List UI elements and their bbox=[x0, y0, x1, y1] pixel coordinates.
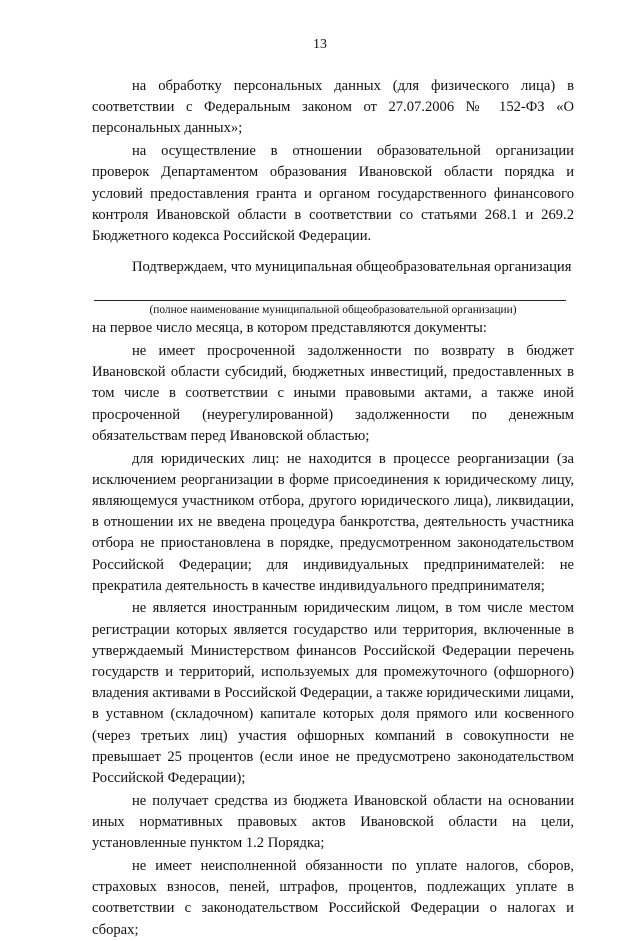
paragraph-personal-data-consent: на обработку персональных данных (для физического лица) в соответствии с Федеральным законом от 27.07.2006 № 152-ФЗ «О персональных данных»; bbox=[92, 78, 574, 137]
paragraph-no-overdue-debt: не имеет просроченной задолженности по возврату в бюджет Ивановской области субсидий, бюджетных инвестиций, предоставленных в том числе в соответствии с иными правовыми актами, а также иной просроченной (неурегулированной) задолженности по денежным обязательствам перед Ивановской областью; bbox=[92, 343, 574, 444]
organization-name-blank-line bbox=[94, 300, 566, 301]
paragraph-inspection-consent: на осуществление в отношении образовательной организации проверок Департаментом образования Ивановской области порядка и условий предоставления гранта и органом государственного финансового контроля Ивановской области в соответствии со статьями 268.1 и 269.2 Бюджетного кодекса Российской Федерации. bbox=[92, 143, 574, 244]
paragraph-not-reorganized: для юридических лиц: не находится в процессе реорганизации (за исключением реорганизации в форме присоединения к юридическому лицу, являющемуся участником отбора, другого юридического лица), ликвидации, в отношении их не введена процедура банкротства, деятельность участника отбора не приостановлена в порядке, предусмотренном законодательством Российской Федерации; для индивидуальных предпринимателей: не прекратила деятельность в качестве индивидуального предпринимателя; bbox=[92, 450, 574, 594]
paragraph-not-foreign-entity: не является иностранным юридическим лицом, в том числе местом регистрации которых является государство или территория, включенные в утверждаемый Министерством финансов Российской Федерации перечень государств и территорий, используемых для промежуточного (офшорного) владения активами в Российской Федерации, а также юридическими лицами, в уставном (складочном) капитале которых доля прямого или косвенного (через третьих лиц) участия офшорных компаний в совокупности не превышает 25 процентов (если иное не предусмотрено законодательством Российской Федерации); bbox=[92, 600, 574, 787]
paragraph-no-other-funds: не получает средства из бюджета Ивановской области на основании иных нормативных правовых актов Ивановской области на цели, установленные пунктом 1.2 Порядка; bbox=[92, 792, 574, 852]
document-body bbox=[92, 76, 574, 941]
paragraph-date-condition: на первое число месяца, в котором представляются документы: bbox=[92, 320, 487, 337]
paragraph-no-tax-arrears: не имеет неисполненной обязанности по уплате налогов, сборов, страховых взносов, пеней, штрафов, процентов, подлежащих уплате в соответствии с законодательством Российской Федерации о налогах и сборах; bbox=[92, 857, 574, 938]
organization-name-caption: (полное наименование муниципальной общеобразовательной организации) bbox=[149, 304, 517, 317]
page-number: 13 bbox=[313, 37, 327, 52]
paragraph-confirmation-intro: Подтверждаем, что муниципальная общеобразовательная организация bbox=[132, 259, 572, 276]
